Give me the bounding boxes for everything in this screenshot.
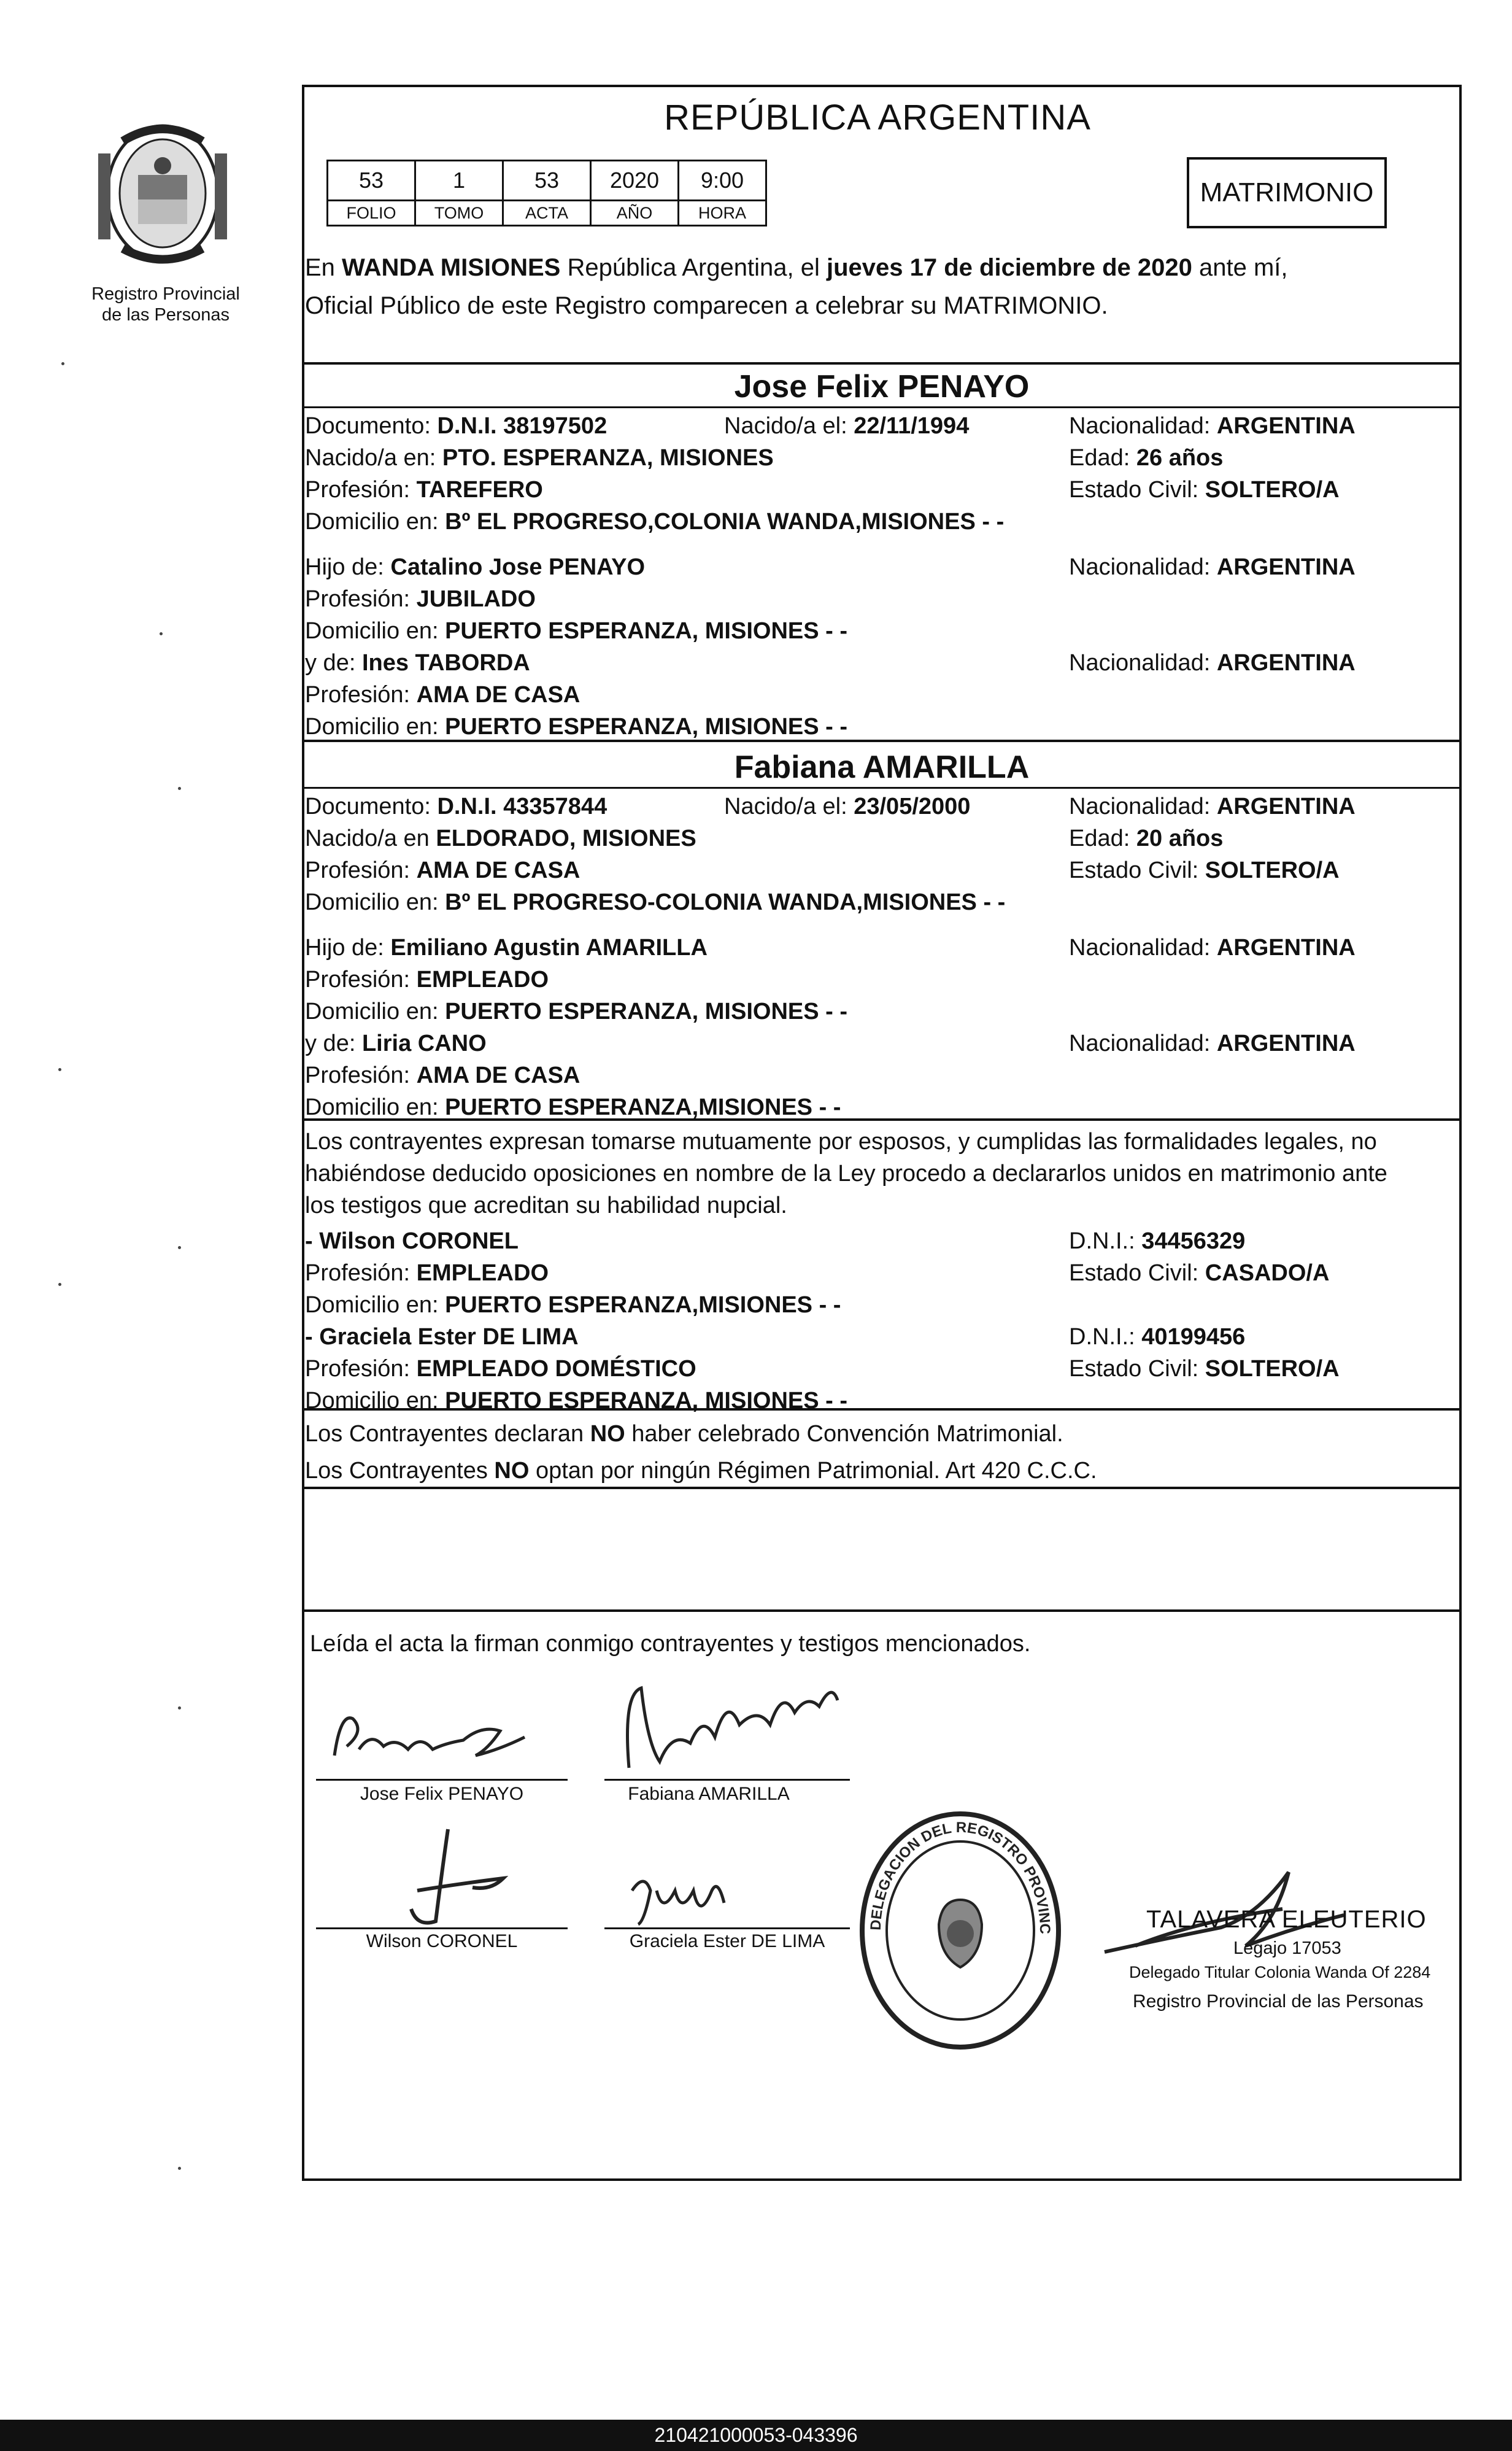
witness2-name (305, 1321, 579, 1353)
signature-label-penayo: Jose Felix PENAYO (360, 1784, 524, 1804)
spouse1-father-profesion (305, 583, 536, 615)
value: 40199456 (1141, 1324, 1246, 1350)
province-seal-logo (86, 117, 239, 270)
value: - Wilson CORONEL (305, 1228, 519, 1254)
value: ARGENTINA (1216, 794, 1356, 819)
label: Domicilio en: (305, 1388, 446, 1414)
document-title: REPÚBLICA ARGENTINA (664, 98, 1091, 137)
spouse2-father-profesion (305, 964, 549, 996)
intro-line2: Oficial Público de este Registro comparecen a celebrar su MATRIMONIO. (305, 292, 1108, 319)
scan-speck (178, 1706, 181, 1710)
spouse1-mother (305, 647, 530, 679)
official-role: Delegado Titular Colonia Wanda Of 2284 (1129, 1963, 1431, 1981)
intro-text: En (305, 254, 342, 281)
section-divider (302, 1487, 1462, 1489)
spouse1-father (305, 551, 645, 583)
value: SOLTERO/A (1205, 1356, 1340, 1382)
spouse1-nacionalidad (1069, 410, 1356, 442)
label: Profesión: (305, 586, 417, 612)
spouse1-father-domicilio (305, 615, 847, 647)
value: ARGENTINA (1216, 554, 1356, 580)
signature-label-de-lima: Graciela Ester DE LIMA (629, 1931, 825, 1951)
label: Nacionalidad: (1069, 935, 1217, 961)
spouse1-mother-nacionalidad (1069, 647, 1356, 679)
witness1-estado (1069, 1257, 1329, 1289)
convention-statement (305, 1418, 1063, 1450)
witness2-profesion (305, 1353, 696, 1385)
signature-penayo (316, 1688, 561, 1780)
spouse1-name: Jose Felix PENAYO (734, 369, 1030, 405)
agency-caption-line2: de las Personas (102, 305, 230, 325)
label: Edad: (1069, 826, 1136, 851)
label: Domicilio en: (305, 509, 446, 535)
value: SOLTERO/A (1205, 477, 1340, 503)
value: AMA DE CASA (416, 1063, 580, 1088)
spouse1-nacido-el (724, 410, 969, 442)
spouse2-mother (305, 1028, 487, 1059)
value: Catalino Jose PENAYO (390, 554, 646, 580)
label: Domicilio en: (305, 714, 446, 740)
official-stamp (856, 1808, 1065, 2053)
signature-coronel (344, 1817, 540, 1940)
value: - Graciela Ester DE LIMA (305, 1324, 579, 1350)
scan-speck (61, 362, 64, 365)
acta-value: 53 (503, 161, 591, 201)
folio-label: FOLIO (328, 201, 415, 226)
label: Hijo de: (305, 554, 391, 580)
intro-paragraph (305, 249, 1459, 325)
label: Domicilio en: (305, 618, 446, 644)
value: PUERTO ESPERANZA, MISIONES - - (445, 618, 848, 644)
value: Bº EL PROGRESO,COLONIA WANDA,MISIONES - - (445, 509, 1005, 535)
label: Estado Civil: (1069, 1260, 1205, 1286)
value: PUERTO ESPERANZA, MISIONES - - (445, 999, 848, 1024)
label: Documento: (305, 413, 438, 439)
spouse2-documento (305, 791, 607, 823)
official-legajo: Legajo 17053 (1233, 1938, 1341, 1958)
label: Profesión: (305, 967, 417, 993)
signature-label-amarilla: Fabiana AMARILLA (628, 1784, 790, 1804)
registry-fields-table (326, 160, 767, 227)
label: Nacido/a el: (724, 413, 854, 439)
scan-speck (178, 2167, 181, 2170)
label: Domicilio en: (305, 999, 446, 1024)
value: Liria CANO (361, 1031, 487, 1056)
scan-speck (160, 632, 163, 635)
spouse2-mother-profesion (305, 1059, 580, 1091)
text: optan por ningún Régimen Patrimonial. Art 420 C.C.C. (529, 1458, 1097, 1484)
spouse2-nacido-el (724, 791, 970, 823)
label: D.N.I.: (1069, 1324, 1142, 1350)
value: Ines TABORDA (361, 650, 530, 676)
label: Nacido/a el: (724, 794, 854, 819)
spouse2-edad (1069, 823, 1223, 854)
spouse1-mother-profesion (305, 679, 580, 711)
witness2-domicilio (305, 1385, 847, 1417)
value: 34456329 (1141, 1228, 1246, 1254)
value: Bº EL PROGRESO-COLONIA WANDA,MISIONES - - (445, 889, 1006, 915)
section-divider (302, 406, 1462, 408)
value: CASADO/A (1205, 1260, 1330, 1286)
label: Nacido/a en (305, 826, 436, 851)
value: AMA DE CASA (416, 858, 580, 883)
official-name: TALAVERA ELEUTERIO (1146, 1906, 1427, 1933)
spouse1-edad (1069, 442, 1223, 474)
spouse1-nacido-en (305, 442, 774, 474)
label: Nacionalidad: (1069, 554, 1217, 580)
witness2-dni (1069, 1321, 1245, 1353)
value: TAREFERO (416, 477, 543, 503)
spouse2-father-domicilio (305, 996, 847, 1028)
spouse2-mother-nacionalidad (1069, 1028, 1356, 1059)
value: AMA DE CASA (416, 682, 580, 708)
text-bold: NO (590, 1421, 625, 1447)
value: Emiliano Agustin AMARILLA (390, 935, 708, 961)
agency-caption (68, 284, 264, 325)
witness1-dni (1069, 1225, 1245, 1257)
acta-label: ACTA (503, 201, 591, 226)
signature-line (316, 1927, 568, 1929)
signature-amarilla (604, 1670, 862, 1780)
intro-text: ante mí, (1192, 254, 1288, 281)
witness1-profesion (305, 1257, 549, 1289)
anio-value: 2020 (591, 161, 679, 201)
value: 23/05/2000 (854, 794, 971, 819)
witness2-estado (1069, 1353, 1340, 1385)
spouse2-name: Fabiana AMARILLA (734, 749, 1030, 785)
label: Nacionalidad: (1069, 1031, 1217, 1056)
value: EMPLEADO (416, 1260, 549, 1286)
agency-caption-line1: Registro Provincial (91, 284, 240, 304)
value: EMPLEADO DOMÉSTICO (416, 1356, 696, 1382)
label: Domicilio en: (305, 1094, 446, 1120)
value: ELDORADO, MISIONES (436, 826, 696, 851)
value: JUBILADO (416, 586, 536, 612)
value: PTO. ESPERANZA, MISIONES (442, 445, 774, 471)
scan-speck (58, 1068, 61, 1071)
value: ARGENTINA (1216, 413, 1356, 439)
witness1-name (305, 1225, 519, 1257)
label: Documento: (305, 794, 438, 819)
spouse2-estado (1069, 854, 1340, 886)
value: EMPLEADO (416, 967, 549, 993)
spouse1-documento (305, 410, 607, 442)
value: 26 años (1136, 445, 1224, 471)
section-divider (302, 787, 1462, 789)
value: D.N.I. 38197502 (437, 413, 608, 439)
declaration-line: Los contrayentes expresan tomarse mutuamente por esposos, y cumplidas las formalidades legales, no (305, 1129, 1377, 1155)
label: Domicilio en: (305, 889, 446, 915)
text: haber celebrado Convención Matrimonial. (625, 1421, 1063, 1447)
label: Edad: (1069, 445, 1136, 471)
label: Profesión: (305, 858, 417, 883)
label: Estado Civil: (1069, 1356, 1205, 1382)
value: PUERTO ESPERANZA, MISIONES - - (445, 714, 848, 740)
spouse1-estado (1069, 474, 1340, 506)
spouse2-profesion (305, 854, 580, 886)
declaration-line: los testigos que acreditan su habilidad nupcial. (305, 1193, 787, 1218)
value: PUERTO ESPERANZA, MISIONES - - (445, 1388, 848, 1414)
text: Los Contrayentes declaran (305, 1421, 590, 1447)
text: Los Contrayentes (305, 1458, 495, 1484)
scan-speck (178, 787, 181, 790)
spouse2-nacionalidad (1069, 791, 1356, 823)
scan-speck (58, 1283, 61, 1286)
section-divider (302, 1609, 1462, 1612)
signature-line (316, 1779, 568, 1781)
intro-place: WANDA MISIONES (342, 254, 561, 281)
label: Hijo de: (305, 935, 391, 961)
witness1-domicilio (305, 1289, 841, 1321)
intro-text: República Argentina, el (560, 254, 827, 281)
label: Profesión: (305, 1260, 417, 1286)
value: D.N.I. 43357844 (437, 794, 608, 819)
label: Nacionalidad: (1069, 650, 1217, 676)
signature-line (604, 1927, 850, 1929)
signature-intro: Leída el acta la firman conmigo contrayentes y testigos mencionados. (310, 1631, 1031, 1657)
signature-de-lima (620, 1866, 779, 1927)
value: SOLTERO/A (1205, 858, 1340, 883)
label: y de: (305, 650, 362, 676)
label: y de: (305, 1031, 362, 1056)
value: PUERTO ESPERANZA,MISIONES - - (445, 1292, 841, 1318)
signature-line (604, 1779, 850, 1781)
label: Nacionalidad: (1069, 413, 1217, 439)
label: Domicilio en: (305, 1292, 446, 1318)
value: ARGENTINA (1216, 650, 1356, 676)
folio-value: 53 (328, 161, 415, 201)
value: PUERTO ESPERANZA,MISIONES - - (445, 1094, 841, 1120)
label: D.N.I.: (1069, 1228, 1142, 1254)
tomo-value: 1 (415, 161, 503, 201)
value: ARGENTINA (1216, 1031, 1356, 1056)
label: Estado Civil: (1069, 477, 1205, 503)
scan-speck (178, 1246, 181, 1249)
label: Profesión: (305, 682, 417, 708)
label: Nacido/a en: (305, 445, 442, 471)
hora-value: 9:00 (679, 161, 766, 201)
spouse2-father-nacionalidad (1069, 932, 1356, 964)
intro-date: jueves 17 de diciembre de 2020 (826, 254, 1192, 281)
official-office: Registro Provincial de las Personas (1133, 1991, 1424, 2012)
spouse1-profesion (305, 474, 543, 506)
spouse2-domicilio (305, 886, 1005, 918)
scan-footer-code: 210421000053-043396 (0, 2420, 1512, 2451)
label: Profesión: (305, 1356, 417, 1382)
spouse2-nacido-en (305, 823, 696, 854)
label: Estado Civil: (1069, 858, 1205, 883)
hora-label: HORA (679, 201, 766, 226)
act-type-box: MATRIMONIO (1187, 157, 1387, 228)
label: Profesión: (305, 477, 417, 503)
spouse1-domicilio (305, 506, 1004, 538)
spouse1-father-nacionalidad (1069, 551, 1356, 583)
text-bold: NO (494, 1458, 530, 1484)
section-divider (302, 362, 1462, 365)
spouse2-mother-domicilio (305, 1091, 841, 1123)
signature-label-coronel: Wilson CORONEL (366, 1931, 518, 1951)
label: Profesión: (305, 1063, 417, 1088)
label: Nacionalidad: (1069, 794, 1217, 819)
regime-statement (305, 1455, 1097, 1487)
tomo-label: TOMO (415, 201, 503, 226)
anio-label: AÑO (591, 201, 679, 226)
spouse1-mother-domicilio (305, 711, 847, 743)
value: 20 años (1136, 826, 1224, 851)
stamp-text: DELEGACION DEL REGISTRO PROVINC (867, 1819, 1054, 1935)
value: 22/11/1994 (854, 413, 970, 439)
value: ARGENTINA (1216, 935, 1356, 961)
spouse2-father (305, 932, 708, 964)
declaration-line: habiéndose deducido oposiciones en nombre de la Ley procedo a declararlos unidos en matrimonio ante (305, 1161, 1387, 1187)
declaration-text (305, 1126, 1387, 1222)
